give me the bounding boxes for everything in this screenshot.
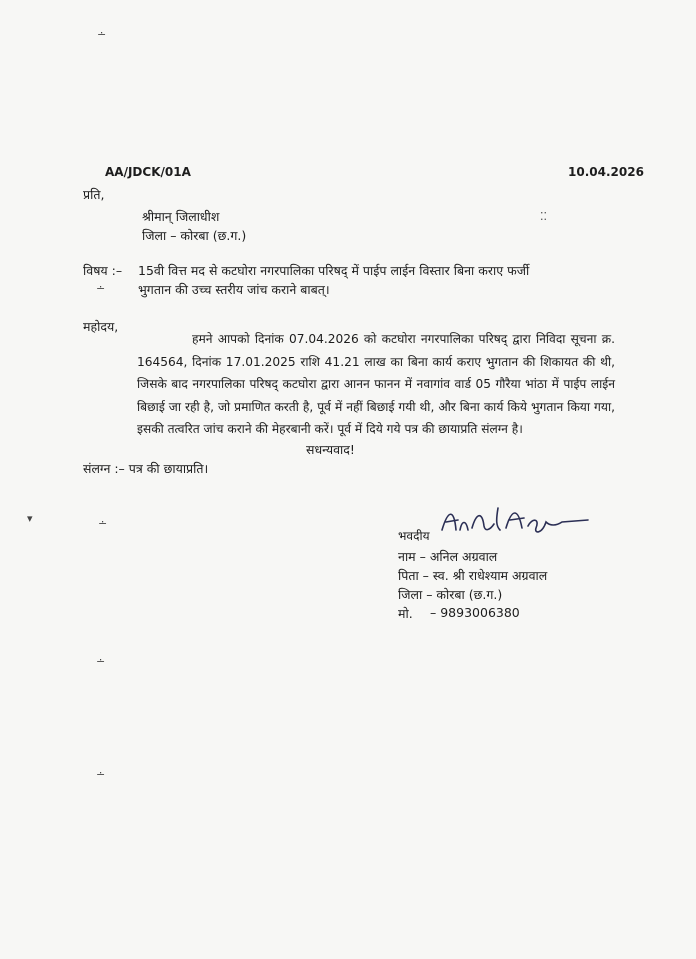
salutation: महोदय, [83, 319, 119, 334]
closing: भवदीय [398, 529, 430, 543]
signature-stroke [442, 508, 588, 532]
scan-mark: ∸ [98, 517, 108, 530]
scan-mark: ∸ [96, 768, 106, 781]
letter-date: 10.04.2026 [568, 165, 644, 179]
sender-father: पिता – स्व. श्री राधेश्याम अग्रवाल [398, 568, 548, 583]
recipient-line1: श्रीमान् जिलाधीश [142, 209, 220, 224]
scan-mark: ▾ [27, 512, 33, 525]
scan-mark: ∸ [97, 28, 107, 41]
letter-body: हमने आपको दिनांक 07.04.2026 को कटघोरा नगरपालिका परिषद् द्वारा निविदा सूचना क्र. 164564, दिनांक 17.01.2025 राशि 41.21 लाख का बिना कार्य कराए भुगतान की शिकायत की थी, जिसके बाद नगरपालिका परिषद् कटघोरा द्वारा आनन फानन में नवागांव वार्ड 05 गौरैया भांठा में पाईप लाईन बिछाई जा रही है, जो प्रमाणित करती है, पूर्व में नहीं बिछाई गयी थी, और बिना कार्य किये भुगतान किया गया, इसकी तत्वरित जांच कराने की मेहरबानी करें। पूर्व में दिये गये पत्र की छायाप्रति संलग्न है। [137, 332, 615, 437]
recipient-line2: जिला – कोरबा (छ.ग.) [142, 228, 247, 243]
sender-district: जिला – कोरबा (छ.ग.) [398, 587, 503, 602]
subject-line1: 15वी वित्त मद से कटघोरा नगरपालिका परिषद् में पाईप लाईन विस्तार बिना कराए फर्जी [138, 263, 530, 278]
signature [438, 504, 598, 540]
sender-name: नाम – अनिल अग्रवाल [398, 549, 498, 564]
signature-svg [438, 504, 598, 540]
subject-label: विषय :– [83, 263, 123, 278]
reference-number: AA/JDCK/01A [105, 165, 191, 179]
thanks: सधन्यवाद! [306, 442, 355, 457]
prati-label: प्रति, [83, 187, 105, 202]
scan-mark: ∸ [96, 655, 106, 668]
sender-mobile-label: मो. [398, 606, 413, 621]
scan-mark: ⁚⁚ [540, 210, 547, 223]
enclosure: संलग्न :– पत्र की छायाप्रति। [83, 461, 209, 476]
subject-line2: भुगतान की उच्च स्तरीय जांच कराने बाबत्। [138, 282, 330, 297]
scan-mark: ∸ [96, 282, 106, 295]
sender-mobile: – 9893006380 [430, 605, 520, 620]
